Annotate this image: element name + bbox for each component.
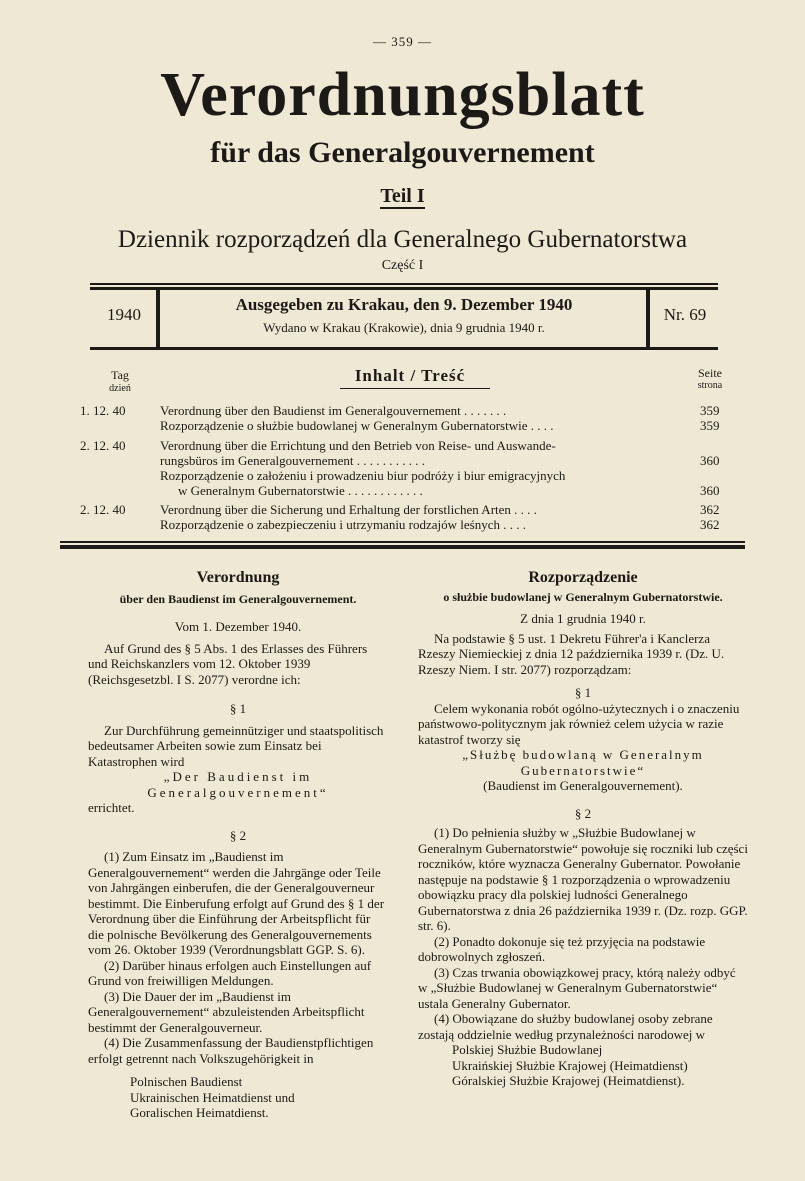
- polish-section-1-german: (Baudienst im Generalgouvernement).: [483, 778, 683, 793]
- polish-section-1-text: Celem wykonania robót ogólno-użytecznych i o znaczeniu państwowo-politycznym jak również celem użycia w razie katastrof tworzy się: [418, 700, 740, 747]
- toc-tag-label: Tag: [111, 368, 129, 382]
- polish-list: [418, 1042, 748, 1089]
- polish-list-item: Góralskiej Służbie Krajowej (Heimatdienst).: [452, 1073, 685, 1088]
- toc-page: 360: [700, 483, 720, 498]
- toc-page: 362: [700, 517, 720, 532]
- german-heading: Verordnung: [196, 569, 280, 586]
- german-paragraph-2: (2) Darüber hinaus erfolgen auch Einstellungen auf Grund von freiwilligen Meldungen.: [88, 957, 372, 988]
- german-section-2: § 2: [229, 827, 247, 843]
- toc-line: Verordnung über die Errichtung und den Betrieb von Reise- und Auswande-: [160, 438, 556, 453]
- german-paragraph-4: (4) Die Zusammenfassung der Baudienstpflichtigen erfolgt getrennt nach Volkszugehörigkeit in: [88, 1035, 374, 1066]
- polish-section-2: § 2: [574, 805, 592, 821]
- german-date: Vom 1. Dezember 1940.: [174, 619, 302, 634]
- german-section-1: § 1: [229, 701, 247, 716]
- german-intro: Auf Grund des § 5 Abs. 1 des Erlasses des Führers und Reichskanzlers vom 12. Oktober 1939 (Reichsgesetzbl. I S. 2077) verordne ich:: [88, 640, 368, 687]
- toc-strona-label: strona: [697, 380, 723, 391]
- toc-line: Rozporządzenie o zabezpieczeniu i utrzymaniu rodzajów leśnych . . . .: [160, 517, 527, 532]
- toc-date: 1. 12. 40: [80, 403, 126, 418]
- toc-line: rungsbüros im Generalgouvernement . . . . . . . . . . .: [160, 453, 426, 468]
- toc-line: Rozporządzenie o założeniu i prowadzeniu biur podróży i biur emigracyjnych: [160, 468, 566, 483]
- polish-date: Z dnia 1 grudnia 1940 r.: [520, 611, 646, 626]
- toc-line: Rozporządzenie o służbie budowlanej w Generalnym Gubernatorstwie . . . .: [160, 418, 554, 433]
- toc-title: Inhalt / Treść: [354, 366, 466, 385]
- german-list-item: Polnischen Baudienst: [130, 1074, 243, 1089]
- polish-list-item: Ukraińskiej Służbie Krajowej (Heimatdienst): [452, 1057, 688, 1073]
- header-rule-top-thin: [90, 283, 718, 285]
- german-list: [88, 1074, 388, 1121]
- german-list-item: Ukrainischen Heimatdienst und: [130, 1089, 295, 1105]
- toc-date: 2. 12. 40: [80, 502, 126, 517]
- header-rule-bottom: [90, 347, 718, 350]
- issued-german: Ausgegeben zu Krakau, den 9. Dezember 1940: [235, 295, 573, 314]
- toc-dzien-label: dzień: [109, 383, 131, 394]
- toc-rule-thin: [60, 541, 745, 543]
- german-section-1-name: „Der Baudienst im Generalgouvernement“: [147, 769, 329, 800]
- page-title: Verordnungsblatt: [160, 61, 645, 129]
- polish-title: Dziennik rozporządzeń dla Generalnego Gubernatorstwa: [117, 226, 688, 253]
- toc-line: Verordnung über den Baudienst im Generalgouvernement . . . . . . .: [160, 403, 507, 418]
- polish-section-1-name: „Służbę budowlaną w Generalnym Gubernatorstwie“: [462, 747, 704, 778]
- german-section-1-end: errichtet.: [88, 800, 135, 815]
- polish-paragraph-3: (3) Czas trwania obowiązkowej pracy, którą należy odbyć w „Służbie Budowlanej w Generalnym Gubernatorstwie“ ustala Generalny Gubernator.: [418, 964, 736, 1011]
- polish-paragraph-4: (4) Obowiązane do służby budowlanej osoby zebrane zostają oddzielnie według przynależności narodowej w: [418, 1011, 713, 1042]
- polish-section-1: § 1: [574, 685, 592, 700]
- toc-seite-label: Seite: [698, 366, 722, 380]
- toc-page: 360: [700, 453, 720, 468]
- toc-page: 359: [700, 418, 720, 433]
- german-subheading: über den Baudienst im Generalgouvernement.: [119, 591, 357, 606]
- page-number: — 359 —: [373, 34, 432, 49]
- issued-polish: Wydano w Krakau (Krakowie), dnia 9 grudnia 1940 r.: [263, 320, 545, 335]
- german-list-item: Goralischen Heimatdienst.: [130, 1105, 269, 1120]
- toc-line: Verordnung über die Sicherung und Erhaltung der forstlichen Arten . . . .: [160, 502, 537, 517]
- toc-page: 362: [700, 502, 720, 517]
- german-section-1-text: Zur Durchführung gemeinnütziger und staatspolitisch bedeutsamer Arbeiten sowie zum Einsatz bei Katastrophen wird: [88, 722, 384, 769]
- part-label-text: Teil I: [380, 185, 425, 207]
- polish-intro: Na podstawie § 5 ust. 1 Dekretu Führer'a i Kanclerza Rzeszy Niemieckiej z dnia 12 października 1939 r. (Dz. U. Rzeszy Niem. I str. 2077) rozporządzam:: [418, 630, 725, 677]
- toc-rule-thick: [60, 545, 745, 549]
- page-subtitle: für das Generalgouvernement: [210, 136, 595, 169]
- polish-paragraph-2: (2) Ponadto dokonuje się też przyjęcia na podstawie dobrowolnych zgłoszeń.: [418, 933, 706, 964]
- issue-number: Nr. 69: [663, 305, 707, 324]
- polish-heading: Rozporządzenie: [528, 569, 638, 586]
- polish-subheading: o służbie budowlanej w Generalnym Gubernatorstwie.: [443, 589, 723, 604]
- toc-page: 359: [700, 403, 720, 418]
- german-paragraph-3: (3) Die Dauer der im „Baudienst im Generalgouvernement“ abzuleistenden Arbeitspflicht bestimmt der Generalgouverneur.: [88, 988, 365, 1035]
- polish-list-item: Polskiej Służbie Budowlanej: [452, 1042, 603, 1057]
- german-paragraph-1: (1) Zum Einsatz im „Baudienst im Generalgouvernement“ werden die Jahrgänge oder Teile von Jahrgängen einberufen, die der Generalgouverneur bestimmt. Die Einberufung erfolgt auf Grund des § 1 der Verordnung über die Einführung der Arbeitspflicht für die polnische Bevölkerung des Generalgouvernements vom 26. Oktober 1939 (Verordnungsblatt GGP. S. 6).: [88, 849, 385, 957]
- toc-line: w Generalnym Gubernatorstwie . . . . . . . . . . . .: [178, 483, 423, 498]
- german-column: [88, 570, 388, 1121]
- header-rule-top: [90, 287, 718, 290]
- toc-date: 2. 12. 40: [80, 438, 126, 453]
- polish-paragraph-1: (1) Do pełnienia służby w „Służbie Budowlanej w Generalnym Gubernatorstwie“ powołuje się roczniki lub części roczników, które wyznacza Generalny Gubernator. Powołanie następuje na podstawie § 1 rozporządzenia o wprowadzeniu obowiązku pracy dla polskiej ludności Generalnego Gubernatorstwa z dnia 26 października 1939 r. (Dz. rozp. GGP. str. 6).: [418, 825, 748, 933]
- issue-year: 1940: [107, 305, 141, 324]
- toc-title-rule: [340, 388, 490, 389]
- part-label: [0, 185, 805, 208]
- polish-part-label: Część I: [381, 258, 424, 273]
- polish-column: [418, 570, 748, 1089]
